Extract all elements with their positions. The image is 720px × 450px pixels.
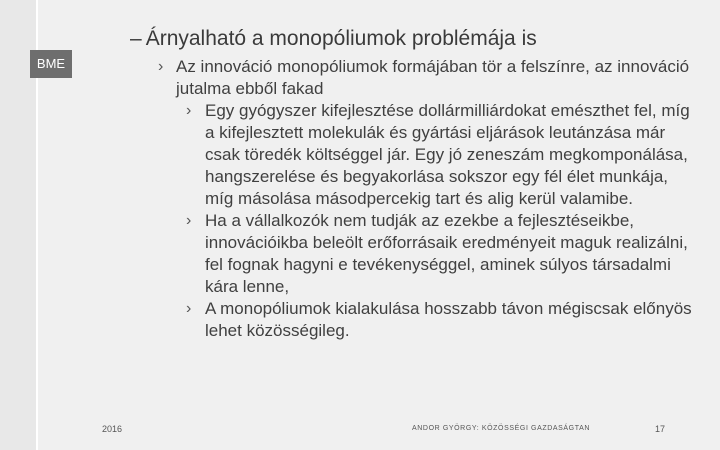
footer-author: ANDOR GYÖRGY: KÖZÖSSÉGI GAZDASÁGTAN (412, 425, 591, 432)
bullet-level1-item (150, 56, 695, 100)
bullet-level2-item (150, 210, 695, 298)
bullet-chevron-icon: › (186, 300, 192, 317)
bullet-level2-text: Egy gyógyszer kifejlesztése dollármilliárdokat emészthet fel, míg a kifejlesztett molekulák és gyártási eljárások leutánzása már csak töredék költséggel jár. Egy jó zeneszám megkomponálása, hangszerelése és begyakorlása sokszor egy fél élet munkája, míg másolása másodpercekig tart és alig kerül valamibe. (205, 101, 690, 208)
bullet-level2-text: A monopóliumok kialakulása hosszabb távon mégiscsak előnyös lehet közösségileg. (205, 299, 692, 340)
slide-title (130, 27, 537, 51)
bullet-level2-item (150, 100, 695, 210)
footer-year: 2016 (102, 424, 123, 434)
bullet-chevron-icon: › (186, 212, 192, 229)
bullet-level1-text: Az innováció monopóliumok formájában tör a felszínre, az innováció jutalma ebből fakad (176, 57, 690, 98)
bullet-chevron-icon: › (186, 102, 192, 119)
footer-page-number: 17 (655, 424, 666, 434)
bullet-level2-item (150, 298, 695, 342)
bullet-chevron-icon: › (158, 58, 164, 75)
logo-text: BME (36, 56, 66, 71)
slide-content (150, 56, 695, 342)
bme-logo (30, 50, 72, 78)
title-text: Árnyalható a monopóliumok problémája is (145, 27, 537, 50)
title-dash: – (130, 27, 142, 50)
bullet-level2-text: Ha a vállalkozók nem tudják az ezekbe a fejlesztéseikbe, innovációikba beleölt erőforrásaik eredményeit maguk realizálni, fel fognak hagyni e tevékenységgel, aminek súlyos társadalmi kára lenne, (205, 211, 688, 296)
